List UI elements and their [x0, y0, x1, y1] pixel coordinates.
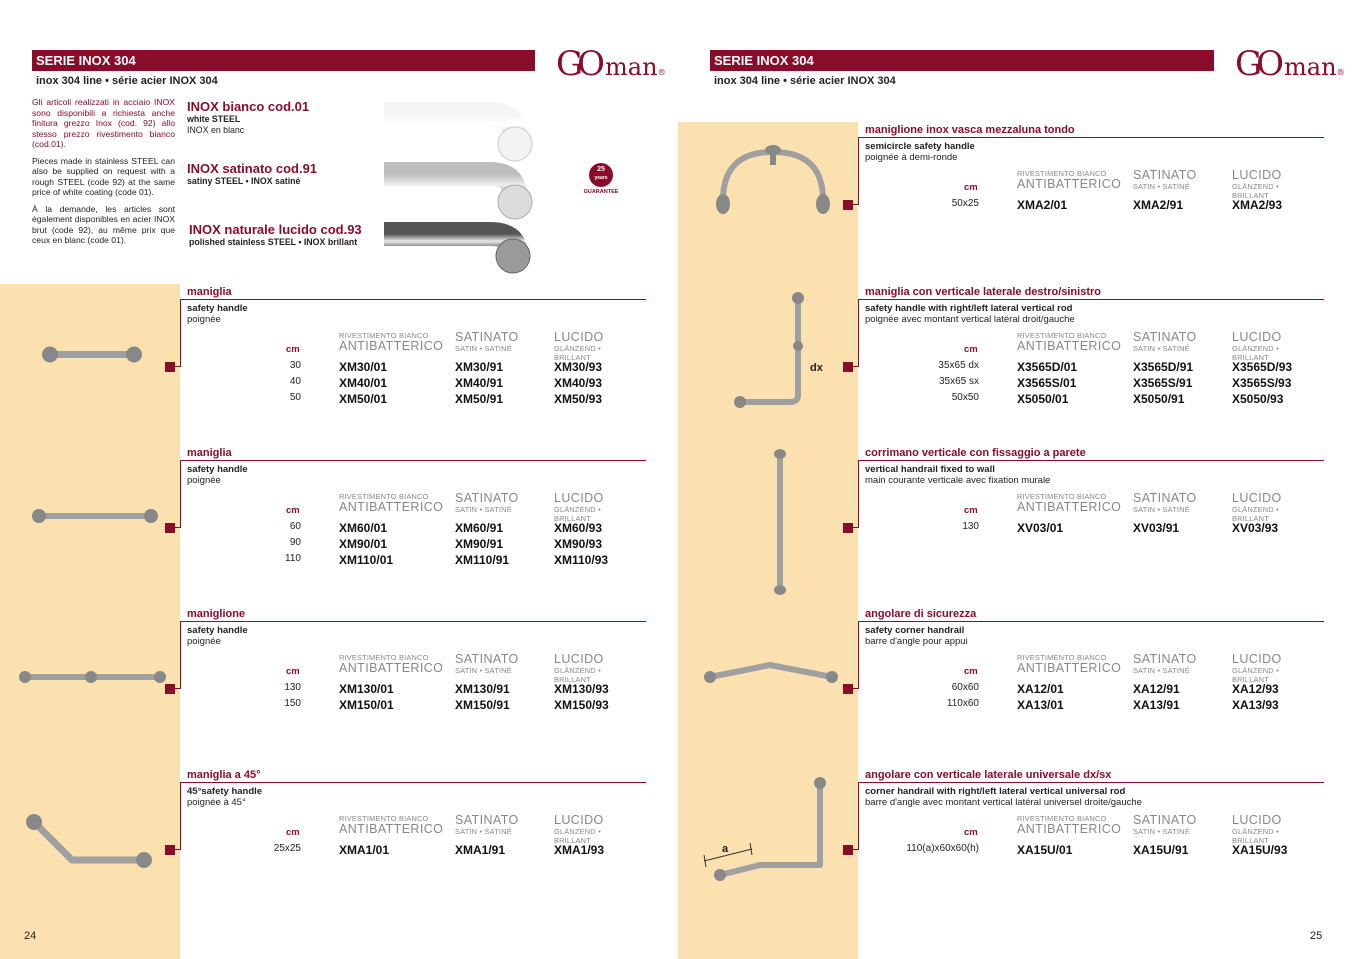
flange-middle: [85, 671, 97, 683]
row-code-white: X3565D/01: [1017, 360, 1078, 374]
page-number-right: 25: [1310, 930, 1323, 942]
finish-satin: [187, 161, 387, 187]
product-title: angolare con verticale laterale universale dx/sx: [865, 769, 1112, 781]
col-head-polished: LUCIDO GLÄNZEND • BRILLANT: [1232, 652, 1282, 684]
finish-title: INOX bianco cod.01: [187, 99, 310, 114]
product-marker: [165, 523, 175, 533]
flange-right: [826, 671, 838, 683]
product-title: angolare di sicurezza: [865, 608, 977, 620]
product-connector: [175, 366, 180, 367]
flange-top: [814, 777, 826, 789]
col-head-cm: cm: [964, 505, 978, 516]
row-code-satin: XM90/91: [455, 537, 504, 551]
flange-right: [126, 347, 142, 363]
product-subtitle-en: vertical handrail fixed to wall: [865, 464, 995, 475]
row-code-polished: XM110/93: [554, 553, 609, 567]
product-connector: [853, 688, 858, 689]
flange-left: [26, 814, 42, 830]
flange-left: [716, 194, 730, 214]
polished-sample-flange: [496, 239, 530, 273]
product-image-maniglione: [15, 660, 170, 696]
polished-sample-bar: [384, 234, 515, 252]
row-code-satin: XM60/91: [455, 521, 504, 535]
row-code-white: X3565S/01: [1017, 376, 1077, 390]
row-size: 50x50: [951, 392, 979, 403]
flange-mid: [793, 341, 803, 351]
guarantee-label: GUARANTEE: [583, 189, 619, 195]
flange-right: [144, 509, 158, 523]
product-marker: [843, 200, 853, 210]
col-head-polished: LUCIDO GLÄNZEND • BRILLANT: [554, 330, 604, 362]
col-head-white: RIVESTIMENTO BIANCO ANTIBATTERICO: [1017, 814, 1122, 836]
bar: [740, 298, 798, 402]
col-head-white: RIVESTIMENTO BIANCO ANTIBATTERICO: [1017, 169, 1122, 191]
product-vrule: [858, 621, 859, 689]
product-subtitle-fr: poignée à demi-ronde: [865, 152, 958, 163]
col-head-cm: cm: [964, 182, 978, 193]
col-head-satin: SATINATO SATIN • SATINÉ: [455, 652, 519, 675]
row-size: 25x25: [273, 843, 301, 854]
bar: [34, 822, 144, 860]
product-subtitle-fr: poignée avec montant vertical latéral droit/gauche: [865, 314, 1075, 325]
col-head-cm: cm: [286, 827, 300, 838]
row-size: 35x65 sx: [938, 376, 979, 387]
product-image-corner-vertical: [700, 775, 835, 885]
row-size: 110x60: [946, 698, 979, 709]
bar: [720, 783, 820, 875]
intro-text: [32, 97, 175, 252]
bar: [48, 351, 138, 358]
product-rule: [858, 782, 1324, 783]
product-vrule: [858, 460, 859, 528]
intro-en: Pieces made in stainless STEEL can also be supplied on request with a rough STEEL (code 92) at the same price of white coating (code 01).: [32, 155, 175, 197]
product-subtitle-en: corner handrail with right/left lateral vertical universal rod: [865, 786, 1126, 797]
row-code-polished: XM40/93: [554, 376, 603, 390]
guarantee-badge: [583, 163, 619, 195]
row-size: 110(a)x60x60(h): [906, 843, 979, 854]
row-size: 130: [962, 521, 979, 532]
finish-white: [187, 99, 387, 136]
product-connector: [175, 688, 180, 689]
row-code-polished: XM60/93: [554, 521, 603, 535]
product-subtitle-fr: barre d'angle avec montant vertical latéral universel droite/gauche: [865, 797, 1142, 808]
product-subtitle-en: safety corner handrail: [865, 625, 965, 636]
guarantee-seal: 25 years: [589, 163, 613, 187]
row-size: 60: [289, 521, 301, 532]
bar: [777, 454, 783, 590]
product-marker: [165, 845, 175, 855]
product-vrule: [180, 782, 181, 850]
row-code-satin: XMA1/91: [455, 843, 506, 857]
row-code-polished: XM50/93: [554, 392, 603, 406]
col-head-polished: LUCIDO GLÄNZEND • BRILLANT: [554, 491, 604, 523]
col-head-polished: LUCIDO GLÄNZEND • BRILLANT: [1232, 491, 1282, 523]
row-code-satin: XM40/91: [455, 376, 504, 390]
row-size: 90: [289, 537, 301, 548]
row-code-polished: XM130/93: [554, 682, 609, 696]
bar: [37, 513, 153, 519]
flange-left: [704, 671, 716, 683]
product-subtitle-en: semicircle safety handle: [865, 141, 975, 152]
col-head-cm: cm: [286, 344, 300, 355]
left-series-title: SERIE INOX 304: [32, 50, 535, 71]
product-connector: [853, 204, 858, 205]
product-subtitle-en: safety handle: [187, 303, 248, 314]
col-head-satin: SATINATO SATIN • SATINÉ: [1133, 491, 1197, 514]
row-size: 60x60: [951, 682, 979, 693]
product-rule: [180, 621, 646, 622]
right-series-title: SERIE INOX 304: [710, 50, 1214, 71]
right-logo: GOman®: [1235, 44, 1345, 84]
row-code-polished: X3565S/93: [1232, 376, 1292, 390]
product-vrule: [858, 137, 859, 205]
row-code-polished: XA12/93: [1232, 682, 1279, 696]
col-head-polished: LUCIDO GLÄNZEND • BRILLANT: [1232, 330, 1282, 362]
product-title: corrimano verticale con fissaggio a parete: [865, 447, 1086, 459]
product-subtitle-en: 45°safety handle: [187, 786, 263, 797]
product-image-corner: [700, 655, 845, 695]
row-code-white: XM130/01: [339, 682, 394, 696]
row-code-white: XA12/01: [1017, 682, 1064, 696]
product-title: maniglione inox vasca mezzaluna tondo: [865, 124, 1075, 136]
intro-it: Gli articoli realizzati in acciaio INOX sono disponibili a richiesta anche finitura grezzo Inox (cod. 92) allo stesso prezzo rivestimento bianco (cod.01).: [32, 97, 175, 149]
col-head-polished: LUCIDO GLÄNZEND • BRILLANT: [554, 813, 604, 845]
product-image-maniglia-45: [20, 808, 160, 878]
product-image-maniglia-short: [30, 335, 160, 375]
row-size: 50: [289, 392, 301, 403]
row-code-polished: XA15U/93: [1232, 843, 1288, 857]
product-title: maniglione: [187, 608, 246, 620]
col-head-satin: SATINATO SATIN • SATINÉ: [455, 491, 519, 514]
finish-title: INOX satinato cod.91: [187, 161, 318, 176]
finish-fr: INOX en blanc: [187, 125, 245, 135]
col-head-cm: cm: [964, 344, 978, 355]
row-code-white: XA15U/01: [1017, 843, 1073, 857]
col-head-white: RIVESTIMENTO BIANCO ANTIBATTERICO: [1017, 331, 1122, 353]
row-code-satin: XM110/91: [455, 553, 510, 567]
flange-top: [774, 449, 786, 459]
col-head-white: RIVESTIMENTO BIANCO ANTIBATTERICO: [339, 653, 444, 675]
row-code-satin: X3565S/91: [1133, 376, 1193, 390]
flange-left: [32, 509, 46, 523]
product-rule: [858, 299, 1324, 300]
flange-right: [154, 671, 166, 683]
intro-fr: À la demande, les articles sont également disponibles en acier INOX brut (code 92), au même prix que ceux en blanc (code 01).: [32, 203, 175, 245]
product-marker: [843, 845, 853, 855]
product-title: maniglia con verticale laterale destro/sinistro: [865, 286, 1101, 298]
product-marker: [165, 362, 175, 372]
row-code-polished: XA13/93: [1232, 698, 1279, 712]
row-code-white: XM110/01: [339, 553, 394, 567]
row-code-polished: XMA1/93: [554, 843, 605, 857]
flange-top: [765, 145, 781, 155]
row-code-satin: XA13/91: [1133, 698, 1180, 712]
left-logo: GOman®: [556, 44, 666, 84]
row-code-polished: X5050/93: [1232, 392, 1284, 406]
satin-sample-flange: [498, 185, 532, 219]
product-rule: [180, 299, 646, 300]
product-connector: [175, 527, 180, 528]
product-subtitle-en: safety handle: [187, 464, 248, 475]
finish-en: polished stainless STEEL • INOX brillant: [189, 237, 358, 247]
product-rule: [858, 621, 1324, 622]
row-code-satin: XMA2/91: [1133, 198, 1184, 212]
col-head-white: RIVESTIMENTO BIANCO ANTIBATTERICO: [339, 492, 444, 514]
row-code-satin: XM150/91: [455, 698, 510, 712]
finish-title: INOX naturale lucido cod.93: [189, 222, 362, 237]
product-label-dx: dx: [810, 362, 823, 374]
row-code-polished: X3565D/93: [1232, 360, 1293, 374]
flange-top: [792, 292, 804, 304]
col-head-polished: LUCIDO GLÄNZEND • BRILLANT: [1232, 168, 1282, 200]
row-code-white: XMA1/01: [339, 843, 390, 857]
product-subtitle-fr: poignée: [187, 475, 221, 486]
product-rule: [858, 137, 1324, 138]
col-head-cm: cm: [286, 505, 300, 516]
row-code-satin: X3565D/91: [1133, 360, 1194, 374]
col-head-satin: SATINATO SATIN • SATINÉ: [455, 813, 519, 836]
row-code-satin: XA12/91: [1133, 682, 1180, 696]
product-rule: [180, 782, 646, 783]
col-head-cm: cm: [286, 666, 300, 677]
row-code-white: XM30/01: [339, 360, 388, 374]
row-code-white: XM60/01: [339, 521, 388, 535]
row-code-white: XM50/01: [339, 392, 388, 406]
product-image-semicircle: [705, 140, 845, 225]
col-head-white: RIVESTIMENTO BIANCO ANTIBATTERICO: [339, 814, 444, 836]
row-size: 35x65 dx: [938, 360, 979, 371]
col-head-white: RIVESTIMENTO BIANCO ANTIBATTERICO: [339, 331, 444, 353]
row-size: 130: [284, 682, 301, 693]
page-number-left: 24: [24, 930, 37, 942]
satin-sample-bar: [384, 174, 515, 196]
row-code-white: XV03/01: [1017, 521, 1064, 535]
product-rule: [180, 460, 646, 461]
product-subtitle-en: safety handle: [187, 625, 248, 636]
finish-polished: [189, 222, 389, 248]
row-code-white: XA13/01: [1017, 698, 1064, 712]
product-image-maniglia-long: [25, 497, 165, 537]
row-size: 150: [284, 698, 301, 709]
row-code-polished: XM30/93: [554, 360, 603, 374]
product-connector: [853, 849, 858, 850]
col-head-satin: SATINATO SATIN • SATINÉ: [1133, 330, 1197, 353]
row-code-satin: XA15U/91: [1133, 843, 1189, 857]
flange-left: [734, 396, 746, 408]
product-image-vertical-handrail: [765, 448, 795, 596]
col-head-satin: SATINATO SATIN • SATINÉ: [455, 330, 519, 353]
product-subtitle-en: safety handle with right/left lateral vertical rod: [865, 303, 1073, 314]
row-code-satin: XM50/91: [455, 392, 504, 406]
product-vrule: [180, 460, 181, 528]
white-sample-bar: [384, 114, 515, 136]
row-code-satin: X5050/91: [1133, 392, 1185, 406]
product-vrule: [858, 782, 859, 850]
col-head-white: RIVESTIMENTO BIANCO ANTIBATTERICO: [1017, 653, 1122, 675]
row-code-polished: XV03/93: [1232, 521, 1279, 535]
product-subtitle-fr: poignée à 45°: [187, 797, 246, 808]
product-connector: [853, 527, 858, 528]
row-code-white: XM40/01: [339, 376, 388, 390]
product-marker: [843, 523, 853, 533]
col-head-cm: cm: [964, 827, 978, 838]
white-sample-flange: [498, 127, 532, 161]
right-series-subtitle: inox 304 line • série acier INOX 304: [714, 75, 896, 87]
flange-left: [19, 671, 31, 683]
finish-en: satiny STEEL • INOX satiné: [187, 176, 301, 186]
row-code-satin: XM30/91: [455, 360, 504, 374]
product-image-vertical-lateral: [730, 290, 810, 415]
row-size: 110: [285, 553, 301, 564]
row-code-white: X5050/01: [1017, 392, 1069, 406]
flange-left: [714, 869, 726, 881]
col-head-white: RIVESTIMENTO BIANCO ANTIBATTERICO: [1017, 492, 1122, 514]
flange-left: [42, 347, 58, 363]
col-head-polished: LUCIDO GLÄNZEND • BRILLANT: [1232, 813, 1282, 845]
col-head-satin: SATINATO SATIN • SATINÉ: [1133, 652, 1197, 675]
dimension-label-a: a: [722, 843, 729, 855]
row-size: 50x25: [951, 198, 979, 209]
product-vrule: [180, 299, 181, 367]
row-code-satin: XM130/91: [455, 682, 510, 696]
col-head-polished: LUCIDO GLÄNZEND • BRILLANT: [554, 652, 604, 684]
row-code-polished: XMA2/93: [1232, 198, 1283, 212]
row-code-white: XM150/01: [339, 698, 394, 712]
product-vrule: [180, 621, 181, 689]
product-marker: [843, 362, 853, 372]
row-code-polished: XM90/93: [554, 537, 603, 551]
finish-en: white STEEL: [187, 114, 241, 124]
product-subtitle-fr: poignée: [187, 314, 221, 325]
product-title: maniglia: [187, 286, 232, 298]
product-connector: [175, 849, 180, 850]
flange-right: [816, 194, 830, 214]
product-title: maniglia a 45°: [187, 769, 261, 781]
product-subtitle-fr: barre d'angle pour appui: [865, 636, 968, 647]
product-title: maniglia: [187, 447, 232, 459]
flange-bottom: [774, 585, 786, 595]
row-size: 30: [289, 360, 301, 371]
product-connector: [853, 366, 858, 367]
bar: [710, 665, 832, 677]
finish-samples-image: [380, 96, 545, 276]
product-subtitle-fr: main courante verticale avec fixation murale: [865, 475, 1051, 486]
row-code-white: XMA2/01: [1017, 198, 1068, 212]
col-head-satin: SATINATO SATIN • SATINÉ: [1133, 168, 1197, 191]
product-marker: [843, 684, 853, 694]
col-head-satin: SATINATO SATIN • SATINÉ: [1133, 813, 1197, 836]
row-code-satin: XV03/91: [1133, 521, 1180, 535]
left-series-subtitle: inox 304 line • série acier INOX 304: [36, 75, 218, 87]
row-size: 40: [289, 376, 301, 387]
product-subtitle-fr: poignée: [187, 636, 221, 647]
col-head-cm: cm: [964, 666, 978, 677]
row-code-white: XM90/01: [339, 537, 388, 551]
flange-right: [136, 852, 152, 868]
product-rule: [858, 460, 1324, 461]
row-code-polished: XM150/93: [554, 698, 609, 712]
product-vrule: [858, 299, 859, 367]
